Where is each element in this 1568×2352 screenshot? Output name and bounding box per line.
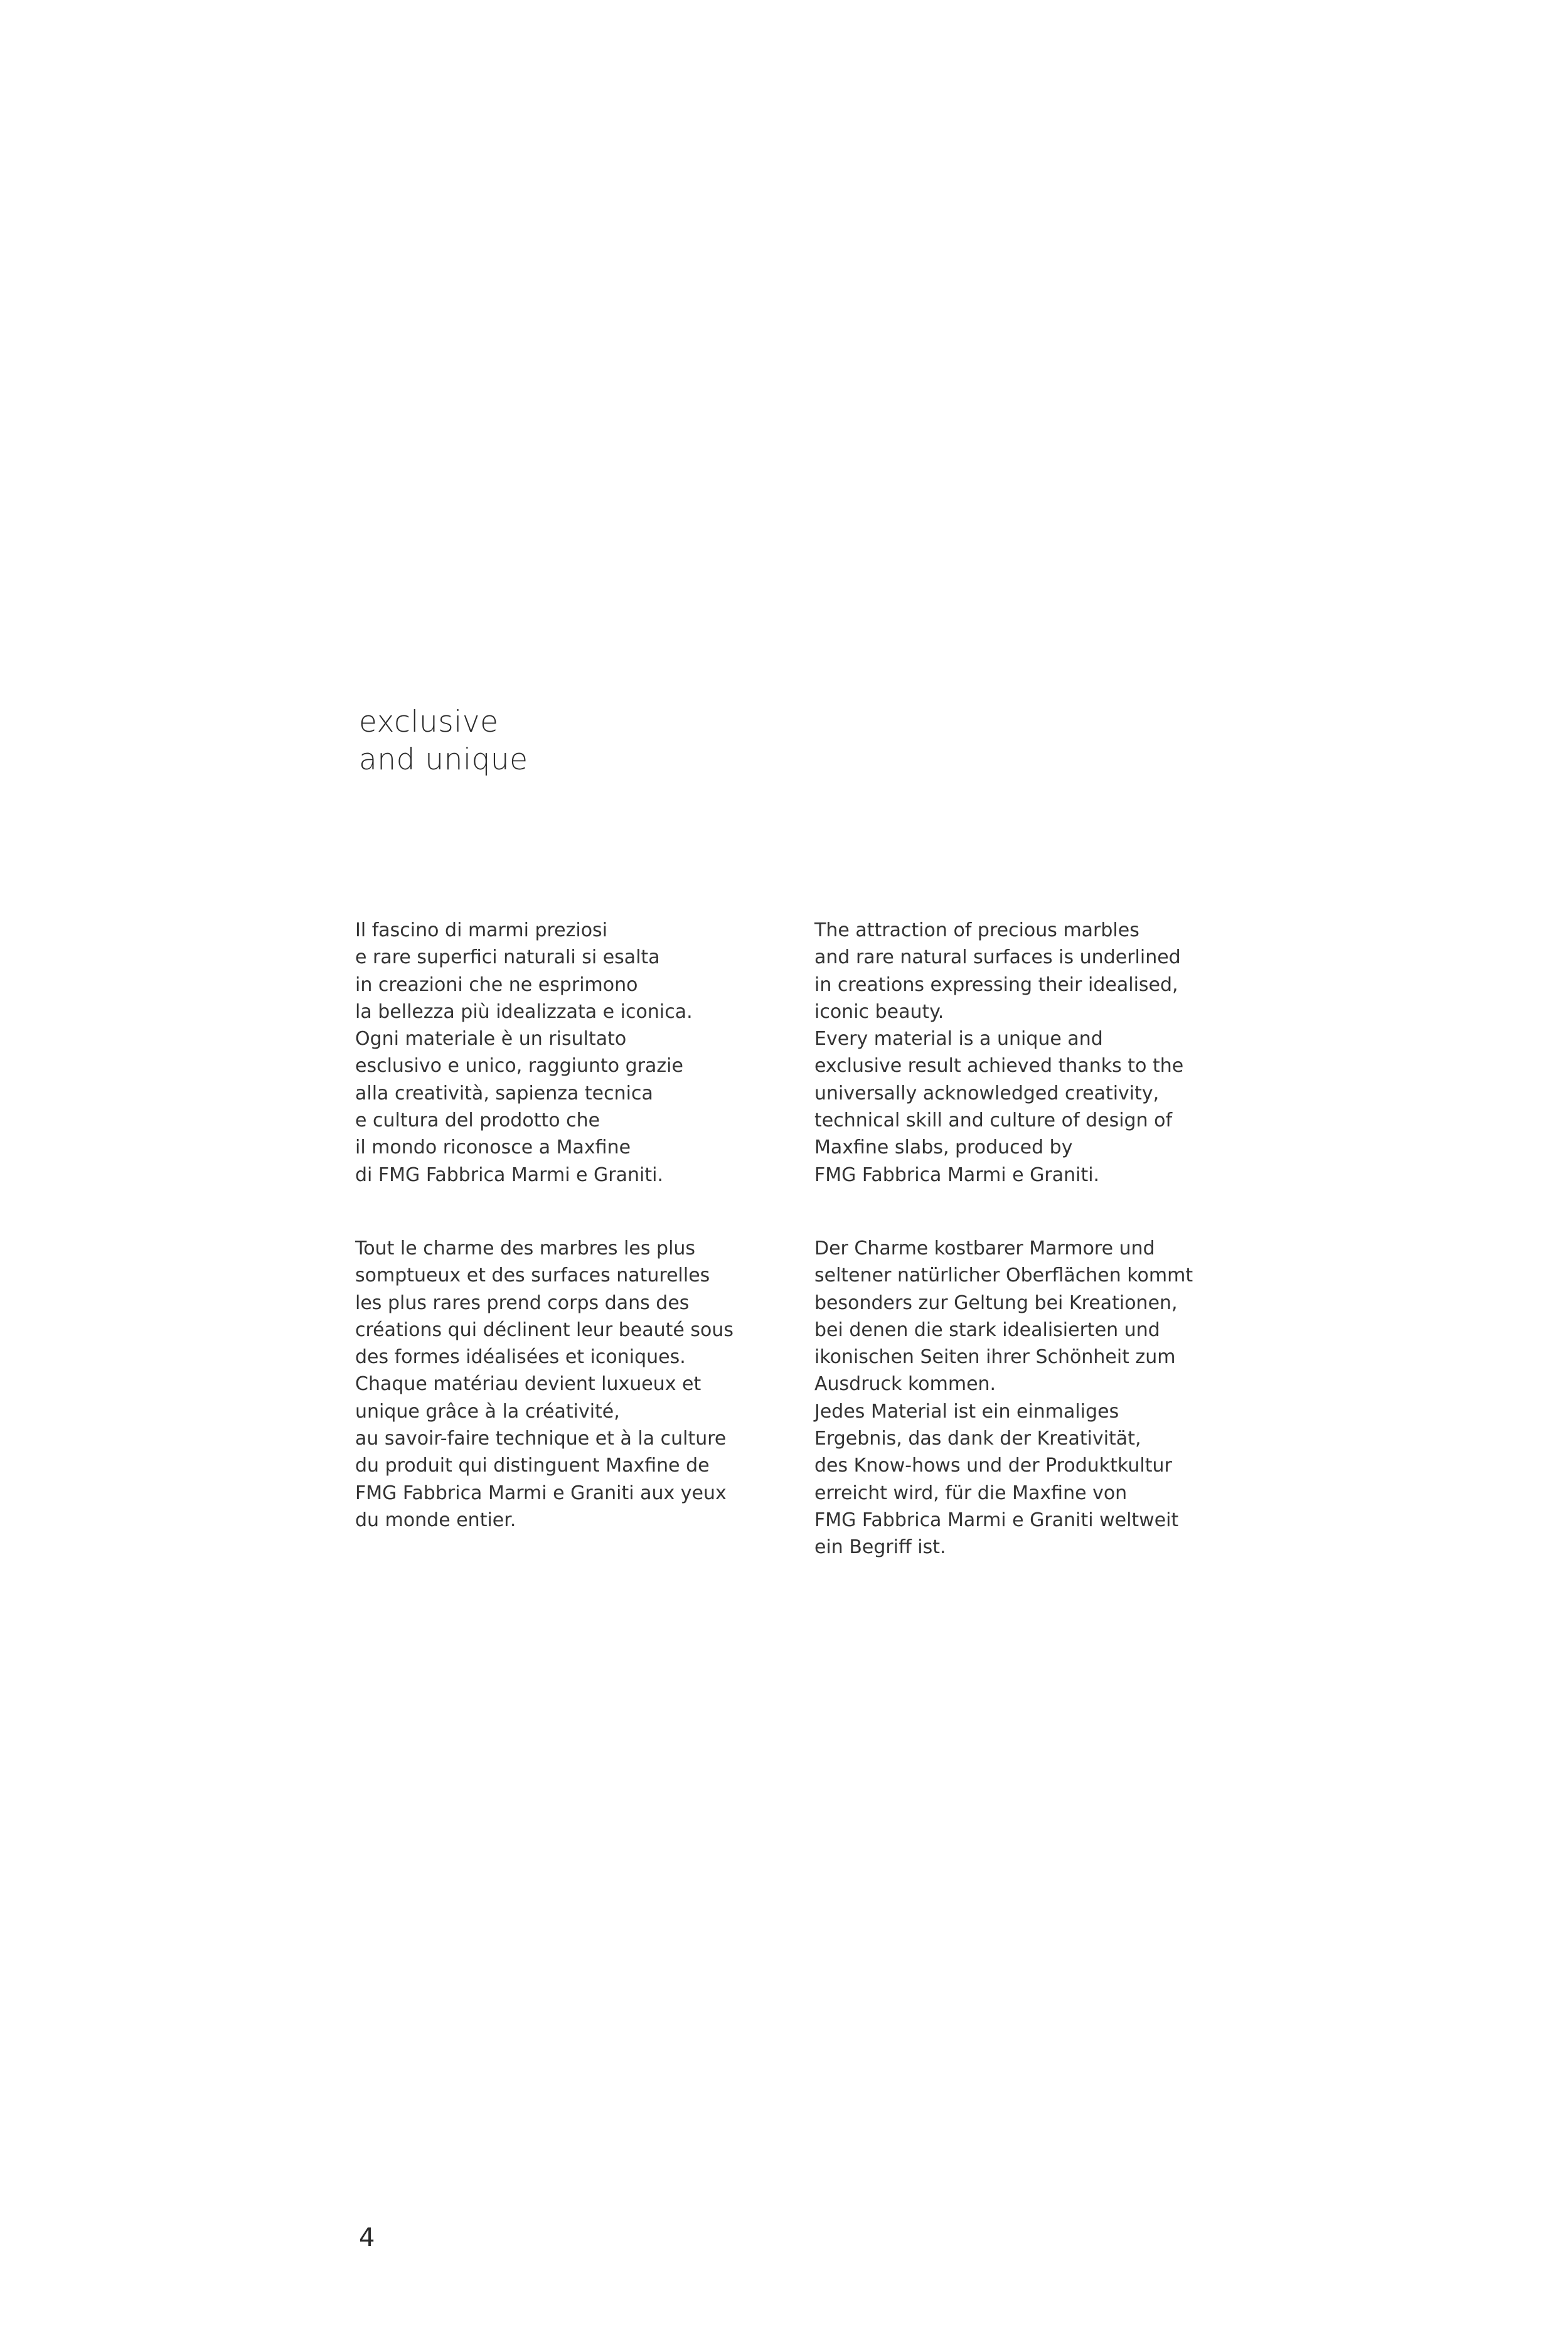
text-line: ein Begriff ist. xyxy=(814,1536,946,1559)
text-line: Maxfine slabs, produced by xyxy=(814,1136,1073,1159)
paragraph-german xyxy=(814,1235,1193,1561)
text-line: technical skill and culture of design of xyxy=(814,1109,1173,1132)
text-line: Ogni materiale è un risultato xyxy=(355,1028,627,1050)
text-line: Il fascino di marmi preziosi xyxy=(355,919,608,941)
paragraph-italian xyxy=(355,917,693,1189)
text-line: au savoir-faire technique et à la culture xyxy=(355,1428,727,1450)
text-line: e cultura del prodotto che xyxy=(355,1109,600,1132)
text-line: seltener natürlicher Oberflächen kommt xyxy=(814,1264,1193,1287)
text-line: esclusivo e unico, raggiunto grazie xyxy=(355,1055,683,1077)
text-line: Jedes Material ist ein einmaliges xyxy=(814,1400,1119,1423)
paragraph-english xyxy=(814,917,1183,1189)
text-line: iconic beauty. xyxy=(814,1000,944,1023)
text-line: in creations expressing their idealised, xyxy=(814,973,1178,996)
text-line: Ausdruck kommen. xyxy=(814,1373,996,1396)
text-line: erreicht wird, für die Maxfine von xyxy=(814,1482,1128,1504)
text-line: Ergebnis, das dank der Kreativität, xyxy=(814,1428,1141,1450)
text-line: Every material is a unique and xyxy=(814,1028,1103,1050)
text-line: des formes idéalisées et iconiques. xyxy=(355,1346,686,1369)
text-line: ikonischen Seiten ihrer Schönheit zum xyxy=(814,1346,1176,1369)
text-line: di FMG Fabbrica Marmi e Graniti. xyxy=(355,1163,664,1186)
text-line: exclusive result achieved thanks to the xyxy=(814,1055,1184,1077)
text-line: la bellezza più idealizzata e iconica. xyxy=(355,1000,693,1023)
text-line: Der Charme kostbarer Marmore und xyxy=(814,1237,1155,1259)
text-line: des Know-hows und der Produktkultur xyxy=(814,1455,1172,1477)
text-line: du monde entier. xyxy=(355,1509,516,1531)
text-line: FMG Fabbrica Marmi e Graniti aux yeux xyxy=(355,1482,727,1504)
heading-line: exclusive xyxy=(359,705,499,739)
text-line: alla creatività, sapienza tecnica xyxy=(355,1082,653,1104)
text-line: FMG Fabbrica Marmi e Graniti. xyxy=(814,1163,1100,1186)
text-line: besonders zur Geltung bei Kreationen, xyxy=(814,1291,1178,1314)
text-line: du produit qui distinguent Maxfine de xyxy=(355,1455,710,1477)
text-line: universally acknowledged creativity, xyxy=(814,1082,1160,1104)
text-line: FMG Fabbrica Marmi e Graniti weltweit xyxy=(814,1509,1179,1531)
text-line: bei denen die stark idealisierten und xyxy=(814,1318,1160,1341)
text-line: il mondo riconosce a Maxfine xyxy=(355,1136,631,1159)
text-line: Chaque matériau devient luxueux et xyxy=(355,1373,701,1396)
text-line: and rare natural surfaces is underlined xyxy=(814,946,1181,969)
heading-line: and unique xyxy=(359,742,528,777)
text-line: in creazioni che ne esprimono xyxy=(355,973,638,996)
text-line: somptueux et des surfaces naturelles xyxy=(355,1264,710,1287)
text-line: les plus rares prend corps dans des xyxy=(355,1291,690,1314)
text-line: The attraction of precious marbles xyxy=(814,919,1139,941)
text-line: créations qui déclinent leur beauté sous xyxy=(355,1318,733,1341)
text-line: e rare superfici naturali si esalta xyxy=(355,946,660,969)
paragraph-french xyxy=(355,1235,733,1534)
page-number: 4 xyxy=(359,2223,375,2252)
text-line: unique grâce à la créativité, xyxy=(355,1400,620,1423)
page-heading xyxy=(359,703,528,779)
text-line: Tout le charme des marbres les plus xyxy=(355,1237,696,1259)
